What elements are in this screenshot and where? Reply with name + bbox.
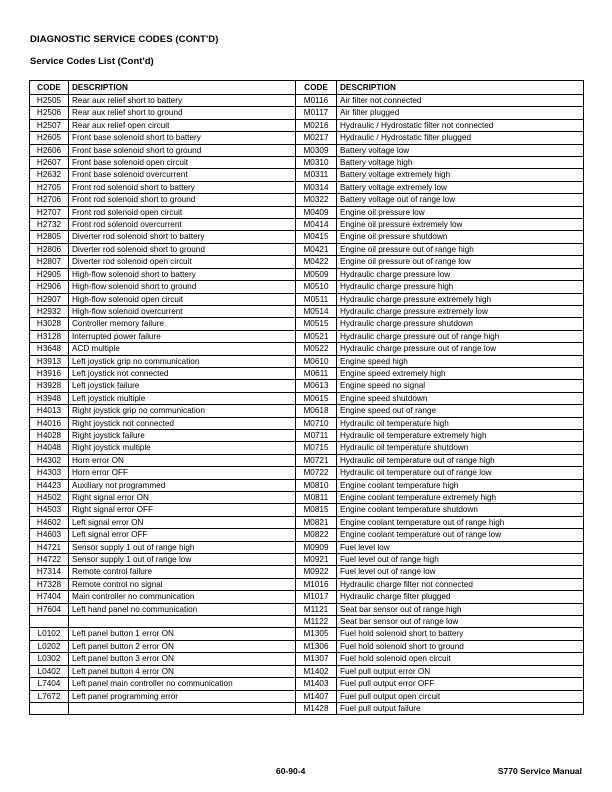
table-row bbox=[30, 653, 584, 665]
description-right-cell: Engine speed extremely high bbox=[337, 367, 584, 379]
description-right-cell: Hydraulic oil temperature shutdown bbox=[337, 442, 584, 454]
description-left-cell: Left signal error ON bbox=[69, 516, 296, 528]
description-right-cell: Fuel hold solenoid open circuit bbox=[337, 653, 584, 665]
code-right-cell: M0117 bbox=[296, 107, 337, 119]
description-right-cell: Fuel pull output error OFF bbox=[337, 678, 584, 690]
description-left-cell: Sensor supply 1 out of range high bbox=[69, 541, 296, 553]
description-left-cell: High-flow solenoid open circuit bbox=[69, 293, 296, 305]
table-row bbox=[30, 516, 584, 528]
description-right-cell: Air filter plugged bbox=[337, 107, 584, 119]
code-left-cell: H2907 bbox=[30, 293, 69, 305]
code-right-cell: M0715 bbox=[296, 442, 337, 454]
code-right-cell: M1306 bbox=[296, 640, 337, 652]
code-left-cell: H7404 bbox=[30, 591, 69, 603]
code-right-cell: M1428 bbox=[296, 702, 337, 714]
table-row bbox=[30, 442, 584, 454]
description-left-cell: Front rod solenoid open circuit bbox=[69, 206, 296, 218]
code-left-cell: H2932 bbox=[30, 305, 69, 317]
description-right-cell: Hydraulic oil temperature out of range high bbox=[337, 454, 584, 466]
code-left-cell: H3928 bbox=[30, 380, 69, 392]
description-left-cell: Right joystick grip no communication bbox=[69, 405, 296, 417]
code-right-cell: M0309 bbox=[296, 144, 337, 156]
table-row bbox=[30, 417, 584, 429]
code-left-cell: H4722 bbox=[30, 554, 69, 566]
header-code-left: CODE bbox=[30, 81, 69, 95]
code-left-cell: H2706 bbox=[30, 194, 69, 206]
description-right-cell: Hydraulic charge pressure extremely high bbox=[337, 293, 584, 305]
description-right-cell: Engine oil pressure extremely low bbox=[337, 219, 584, 231]
table-row bbox=[30, 318, 584, 330]
table-row bbox=[30, 206, 584, 218]
code-left-cell: H3913 bbox=[30, 355, 69, 367]
table-row bbox=[30, 554, 584, 566]
code-right-cell: M0314 bbox=[296, 181, 337, 193]
description-left-cell: ACD multiple bbox=[69, 343, 296, 355]
code-right-cell: M0810 bbox=[296, 479, 337, 491]
code-right-cell: M0710 bbox=[296, 417, 337, 429]
code-right-cell: M0821 bbox=[296, 516, 337, 528]
description-right-cell: Hydraulic charge filter plugged bbox=[337, 591, 584, 603]
code-left-cell: H3916 bbox=[30, 367, 69, 379]
code-right-cell: M0613 bbox=[296, 380, 337, 392]
code-right-cell: M0521 bbox=[296, 330, 337, 342]
description-left-cell: Left joystick grip no communication bbox=[69, 355, 296, 367]
manual-title: S770 Service Manual bbox=[497, 766, 582, 776]
table-row bbox=[30, 194, 584, 206]
table-header-row bbox=[30, 81, 584, 95]
description-right-cell: Seat bar sensor out of range high bbox=[337, 603, 584, 615]
description-right-cell: Engine speed no signal bbox=[337, 380, 584, 392]
header-description-right: DESCRIPTION bbox=[337, 81, 584, 95]
header-description-left: DESCRIPTION bbox=[69, 81, 296, 95]
code-right-cell: M0722 bbox=[296, 467, 337, 479]
code-right-cell: M0721 bbox=[296, 454, 337, 466]
description-left-cell: Left panel programming error bbox=[69, 690, 296, 702]
description-left-cell: Remote control failure bbox=[69, 566, 296, 578]
table-row bbox=[30, 541, 584, 553]
code-left-cell: L0402 bbox=[30, 665, 69, 677]
code-left-cell: L0202 bbox=[30, 640, 69, 652]
code-left-cell: H2606 bbox=[30, 144, 69, 156]
description-left-cell: Diverter rod solenoid open circuit bbox=[69, 256, 296, 268]
code-left-cell: H2805 bbox=[30, 231, 69, 243]
code-right-cell: M1403 bbox=[296, 678, 337, 690]
description-left-cell: Right signal error OFF bbox=[69, 504, 296, 516]
table-row bbox=[30, 243, 584, 255]
description-left-cell: Left panel main controller no communication bbox=[69, 678, 296, 690]
code-right-cell: M1016 bbox=[296, 578, 337, 590]
description-left-cell: Front rod solenoid short to ground bbox=[69, 194, 296, 206]
code-left-cell: H2506 bbox=[30, 107, 69, 119]
code-right-cell: M0510 bbox=[296, 281, 337, 293]
table-row bbox=[30, 107, 584, 119]
code-left-cell: L7672 bbox=[30, 690, 69, 702]
description-right-cell: Hydraulic charge pressure out of range low bbox=[337, 343, 584, 355]
code-left-cell: H4602 bbox=[30, 516, 69, 528]
table-row bbox=[30, 665, 584, 677]
code-left-cell: H2505 bbox=[30, 95, 69, 107]
description-left-cell: Interrupted power failure bbox=[69, 330, 296, 342]
description-right-cell: Engine coolant temperature out of range high bbox=[337, 516, 584, 528]
description-left-cell: Controller memory failure bbox=[69, 318, 296, 330]
page-number: 60-90-4 bbox=[276, 766, 306, 776]
description-right-cell: Hydraulic / Hydrostatic filter plugged bbox=[337, 132, 584, 144]
description-right-cell: Engine oil pressure out of range low bbox=[337, 256, 584, 268]
code-right-cell: M1122 bbox=[296, 616, 337, 628]
description-left-cell: Left panel button 3 error ON bbox=[69, 653, 296, 665]
code-left-cell: H2906 bbox=[30, 281, 69, 293]
description-right-cell: Fuel hold solenoid short to ground bbox=[337, 640, 584, 652]
description-right-cell: Engine oil pressure low bbox=[337, 206, 584, 218]
code-left-cell: H4016 bbox=[30, 417, 69, 429]
table-row bbox=[30, 566, 584, 578]
code-right-cell: M0116 bbox=[296, 95, 337, 107]
table-row bbox=[30, 591, 584, 603]
code-right-cell: M1017 bbox=[296, 591, 337, 603]
description-left-cell: Left joystick multiple bbox=[69, 392, 296, 404]
table-row bbox=[30, 268, 584, 280]
description-right-cell: Battery voltage extremely low bbox=[337, 181, 584, 193]
description-left-cell bbox=[69, 616, 296, 628]
description-right-cell: Battery voltage out of range low bbox=[337, 194, 584, 206]
code-right-cell: M0522 bbox=[296, 343, 337, 355]
code-right-cell: M1305 bbox=[296, 628, 337, 640]
code-right-cell: M0421 bbox=[296, 243, 337, 255]
description-right-cell: Fuel pull output error ON bbox=[337, 665, 584, 677]
table-row bbox=[30, 504, 584, 516]
description-left-cell: Right joystick multiple bbox=[69, 442, 296, 454]
description-right-cell: Hydraulic oil temperature high bbox=[337, 417, 584, 429]
table-row bbox=[30, 454, 584, 466]
code-left-cell: H2605 bbox=[30, 132, 69, 144]
code-right-cell: M0310 bbox=[296, 157, 337, 169]
code-right-cell: M1402 bbox=[296, 665, 337, 677]
header-code-right: CODE bbox=[296, 81, 337, 95]
description-left-cell: Right joystick failure bbox=[69, 429, 296, 441]
description-right-cell: Hydraulic charge pressure extremely low bbox=[337, 305, 584, 317]
description-left-cell: Front base solenoid overcurrent bbox=[69, 169, 296, 181]
code-left-cell: H3648 bbox=[30, 343, 69, 355]
code-right-cell: M0615 bbox=[296, 392, 337, 404]
description-right-cell: Hydraulic charge pressure shutdown bbox=[337, 318, 584, 330]
code-left-cell: H4302 bbox=[30, 454, 69, 466]
code-left-cell: H2707 bbox=[30, 206, 69, 218]
code-left-cell: H7314 bbox=[30, 566, 69, 578]
description-right-cell: Battery voltage high bbox=[337, 157, 584, 169]
description-left-cell: Main controller no communication bbox=[69, 591, 296, 603]
description-left-cell: Remote control no signal bbox=[69, 578, 296, 590]
table-row bbox=[30, 702, 584, 714]
description-left-cell: Horn error OFF bbox=[69, 467, 296, 479]
code-right-cell: M0322 bbox=[296, 194, 337, 206]
description-left-cell: Front rod solenoid short to battery bbox=[69, 181, 296, 193]
table-row bbox=[30, 405, 584, 417]
table-row bbox=[30, 231, 584, 243]
description-right-cell: Engine coolant temperature shutdown bbox=[337, 504, 584, 516]
description-right-cell: Fuel level out of range low bbox=[337, 566, 584, 578]
table-row bbox=[30, 529, 584, 541]
table-row bbox=[30, 355, 584, 367]
description-left-cell: Sensor supply 1 out of range low bbox=[69, 554, 296, 566]
code-left-cell: H4048 bbox=[30, 442, 69, 454]
table-row bbox=[30, 392, 584, 404]
code-right-cell: M0811 bbox=[296, 492, 337, 504]
table-row bbox=[30, 640, 584, 652]
description-left-cell: Left joystick failure bbox=[69, 380, 296, 392]
code-left-cell: H3128 bbox=[30, 330, 69, 342]
page-heading: DIAGNOSTIC SERVICE CODES (CONT'D) bbox=[30, 34, 219, 45]
description-right-cell: Hydraulic / Hydrostatic filter not connected bbox=[337, 119, 584, 131]
table-row bbox=[30, 578, 584, 590]
code-left-cell: H4503 bbox=[30, 504, 69, 516]
description-left-cell: Left signal error OFF bbox=[69, 529, 296, 541]
code-left-cell: H2905 bbox=[30, 268, 69, 280]
code-left-cell: L7404 bbox=[30, 678, 69, 690]
table-row bbox=[30, 132, 584, 144]
description-right-cell: Fuel level out of range high bbox=[337, 554, 584, 566]
description-left-cell: Auxiliary not programmed bbox=[69, 479, 296, 491]
code-left-cell: H2807 bbox=[30, 256, 69, 268]
code-left-cell: H2632 bbox=[30, 169, 69, 181]
code-left-cell: H4603 bbox=[30, 529, 69, 541]
table-body bbox=[30, 95, 584, 715]
table-row bbox=[30, 144, 584, 156]
table-row bbox=[30, 343, 584, 355]
code-right-cell: M0415 bbox=[296, 231, 337, 243]
description-right-cell: Hydraulic charge pressure out of range high bbox=[337, 330, 584, 342]
table-row bbox=[30, 169, 584, 181]
code-right-cell: M0909 bbox=[296, 541, 337, 553]
code-left-cell: H4013 bbox=[30, 405, 69, 417]
code-left-cell: H2507 bbox=[30, 119, 69, 131]
section-subheading: Service Codes List (Cont'd) bbox=[30, 56, 154, 67]
code-right-cell: M0422 bbox=[296, 256, 337, 268]
table-row bbox=[30, 479, 584, 491]
code-left-cell: H2732 bbox=[30, 219, 69, 231]
table-header bbox=[30, 81, 584, 95]
description-right-cell: Engine coolant temperature extremely high bbox=[337, 492, 584, 504]
description-left-cell: High-flow solenoid short to ground bbox=[69, 281, 296, 293]
description-right-cell: Engine oil pressure out of range high bbox=[337, 243, 584, 255]
description-right-cell: Seat bar sensor out of range low bbox=[337, 616, 584, 628]
table-row bbox=[30, 219, 584, 231]
description-right-cell: Engine coolant temperature high bbox=[337, 479, 584, 491]
table-row bbox=[30, 628, 584, 640]
code-left-cell: H4303 bbox=[30, 467, 69, 479]
description-right-cell: Battery voltage low bbox=[337, 144, 584, 156]
table-row bbox=[30, 95, 584, 107]
table-row bbox=[30, 603, 584, 615]
code-left-cell: H3948 bbox=[30, 392, 69, 404]
description-left-cell: Diverter rod solenoid short to ground bbox=[69, 243, 296, 255]
code-right-cell: M0711 bbox=[296, 429, 337, 441]
description-left-cell: Diverter rod solenoid short to battery bbox=[69, 231, 296, 243]
table-row bbox=[30, 678, 584, 690]
description-left-cell: Horn error ON bbox=[69, 454, 296, 466]
description-right-cell: Hydraulic charge pressure high bbox=[337, 281, 584, 293]
description-right-cell: Hydraulic charge pressure low bbox=[337, 268, 584, 280]
table-row bbox=[30, 256, 584, 268]
description-right-cell: Fuel hold solenoid short to battery bbox=[337, 628, 584, 640]
table-row bbox=[30, 616, 584, 628]
table-row bbox=[30, 281, 584, 293]
code-left-cell: H7604 bbox=[30, 603, 69, 615]
code-left-cell: H4028 bbox=[30, 429, 69, 441]
code-right-cell: M0311 bbox=[296, 169, 337, 181]
description-left-cell: Left panel button 2 error ON bbox=[69, 640, 296, 652]
description-left-cell bbox=[69, 702, 296, 714]
description-left-cell: Left panel button 1 error ON bbox=[69, 628, 296, 640]
code-right-cell: M1407 bbox=[296, 690, 337, 702]
table-row bbox=[30, 492, 584, 504]
table-row bbox=[30, 157, 584, 169]
description-right-cell: Hydraulic oil temperature extremely high bbox=[337, 429, 584, 441]
description-left-cell: Front base solenoid short to ground bbox=[69, 144, 296, 156]
description-left-cell: Rear aux relief short to battery bbox=[69, 95, 296, 107]
code-right-cell: M0610 bbox=[296, 355, 337, 367]
description-right-cell: Fuel pull output open circuit bbox=[337, 690, 584, 702]
description-right-cell: Air filter not connected bbox=[337, 95, 584, 107]
code-right-cell: M0511 bbox=[296, 293, 337, 305]
table-row bbox=[30, 330, 584, 342]
table-row bbox=[30, 690, 584, 702]
code-left-cell: H7328 bbox=[30, 578, 69, 590]
code-right-cell: M0514 bbox=[296, 305, 337, 317]
description-left-cell: Front base solenoid open circuit bbox=[69, 157, 296, 169]
description-right-cell: Engine speed high bbox=[337, 355, 584, 367]
code-left-cell: H4502 bbox=[30, 492, 69, 504]
table-row bbox=[30, 467, 584, 479]
description-left-cell: Right joystick not connected bbox=[69, 417, 296, 429]
table-row bbox=[30, 367, 584, 379]
description-right-cell: Fuel level low bbox=[337, 541, 584, 553]
description-left-cell: Front base solenoid short to battery bbox=[69, 132, 296, 144]
description-left-cell: Left panel button 4 error ON bbox=[69, 665, 296, 677]
code-left-cell bbox=[30, 616, 69, 628]
description-left-cell: High-flow solenoid overcurrent bbox=[69, 305, 296, 317]
code-right-cell: M0409 bbox=[296, 206, 337, 218]
code-left-cell: H2705 bbox=[30, 181, 69, 193]
description-left-cell: Right signal error ON bbox=[69, 492, 296, 504]
table-row bbox=[30, 380, 584, 392]
code-left-cell: H2607 bbox=[30, 157, 69, 169]
description-right-cell: Hydraulic oil temperature out of range low bbox=[337, 467, 584, 479]
table-row bbox=[30, 293, 584, 305]
code-right-cell: M0515 bbox=[296, 318, 337, 330]
description-left-cell: Rear aux relief short to ground bbox=[69, 107, 296, 119]
code-right-cell: M0611 bbox=[296, 367, 337, 379]
code-right-cell: M0509 bbox=[296, 268, 337, 280]
code-right-cell: M0922 bbox=[296, 566, 337, 578]
table-row bbox=[30, 429, 584, 441]
table-row bbox=[30, 181, 584, 193]
code-left-cell: H4721 bbox=[30, 541, 69, 553]
description-right-cell: Battery voltage extremely high bbox=[337, 169, 584, 181]
code-left-cell: L0302 bbox=[30, 653, 69, 665]
description-left-cell: High-flow solenoid short to battery bbox=[69, 268, 296, 280]
code-right-cell: M1307 bbox=[296, 653, 337, 665]
description-left-cell: Front rod solenoid overcurrent bbox=[69, 219, 296, 231]
code-right-cell: M0815 bbox=[296, 504, 337, 516]
code-right-cell: M0216 bbox=[296, 119, 337, 131]
code-right-cell: M0618 bbox=[296, 405, 337, 417]
service-codes-table bbox=[29, 80, 584, 715]
code-right-cell: M0414 bbox=[296, 219, 337, 231]
table-row bbox=[30, 305, 584, 317]
code-left-cell: H2806 bbox=[30, 243, 69, 255]
code-right-cell: M0921 bbox=[296, 554, 337, 566]
code-right-cell: M0217 bbox=[296, 132, 337, 144]
description-left-cell: Left hand panel no communication bbox=[69, 603, 296, 615]
description-left-cell: Left joystick not connected bbox=[69, 367, 296, 379]
code-left-cell bbox=[30, 702, 69, 714]
code-left-cell: H3028 bbox=[30, 318, 69, 330]
code-right-cell: M1121 bbox=[296, 603, 337, 615]
description-right-cell: Engine speed out of range bbox=[337, 405, 584, 417]
table-row bbox=[30, 119, 584, 131]
description-right-cell: Engine speed shutdown bbox=[337, 392, 584, 404]
description-right-cell: Hydraulic charge filter not connected bbox=[337, 578, 584, 590]
code-left-cell: H4423 bbox=[30, 479, 69, 491]
code-left-cell: L0102 bbox=[30, 628, 69, 640]
description-right-cell: Engine oil pressure shutdown bbox=[337, 231, 584, 243]
code-right-cell: M0822 bbox=[296, 529, 337, 541]
description-right-cell: Engine coolant temperature out of range low bbox=[337, 529, 584, 541]
description-left-cell: Rear aux relief open circuit bbox=[69, 119, 296, 131]
description-right-cell: Fuel pull output failure bbox=[337, 702, 584, 714]
